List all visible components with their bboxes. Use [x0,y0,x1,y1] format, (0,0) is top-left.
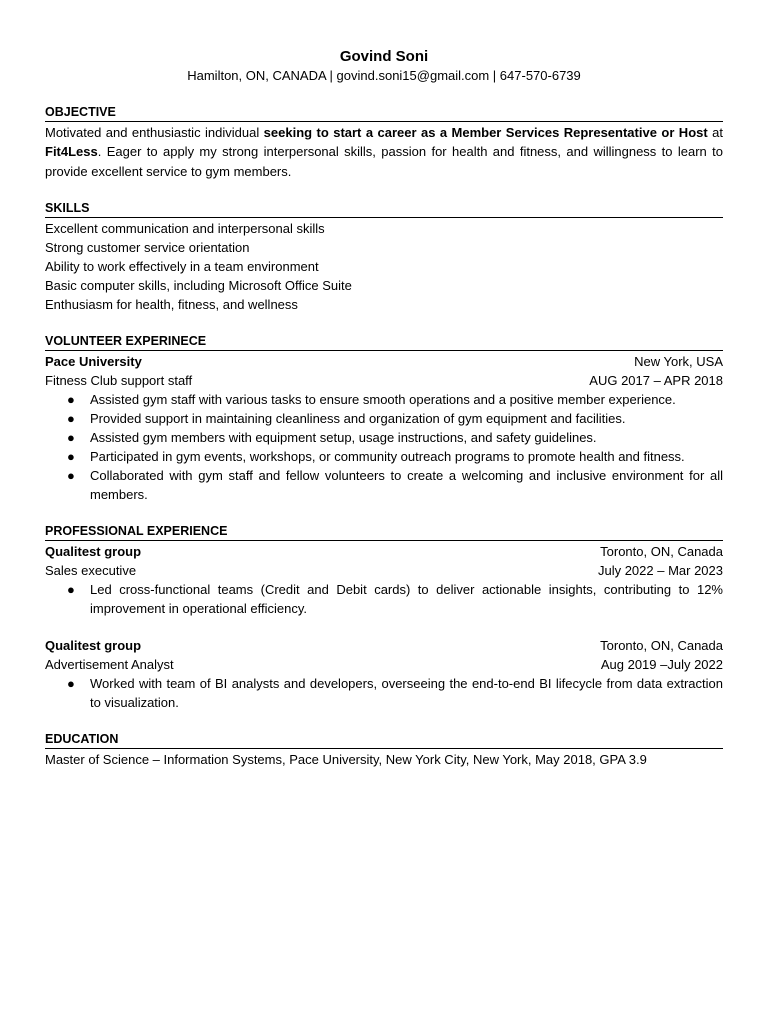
objective-heading: OBJECTIVE [45,104,723,122]
bullet-item [45,466,723,504]
skill-item: Basic computer skills, including Microsoft Office Suite [45,277,352,293]
bullet-icon: ● [67,429,75,445]
skill-item: Enthusiasm for health, fitness, and wellness [45,296,298,312]
bullet-icon: ● [67,391,75,407]
bullet-item [45,447,723,466]
objective-text-part3: . Eager to apply my strong interpersonal skills, passion for health and fitness, and willingness to learn to provide excellent service to gym members. [45,144,723,179]
volunteer-bullets [45,390,723,504]
job-entry [45,542,723,618]
bullet-icon: ● [67,410,75,426]
job-org: Qualitest group [45,543,142,559]
bullet-icon: ● [67,675,75,691]
skill-item: Strong customer service orientation [45,239,250,255]
job-role: Sales executive [45,562,137,578]
bullet-text: Led cross-functional teams (Credit and Debit cards) to deliver actionable insights, contributing to 12% improvement in operational efficiency. [90,581,723,616]
bullet-text: Assisted gym staff with various tasks to ensure smooth operations and a positive member experience. [90,391,676,407]
job-bullets [45,674,723,712]
education-heading: EDUCATION [45,731,723,749]
job-dates: July 2022 – Mar 2023 [597,562,723,578]
objective-text-part2: at [707,125,723,140]
objective-target-role: seeking to start a career as a Member Services Representative or Host [263,125,708,140]
job-location: Toronto, ON, Canada [600,543,723,559]
volunteer-org: Pace University [45,353,142,369]
bullet-item [45,580,723,618]
objective-text-part1: Motivated and enthusiastic individual [45,125,264,140]
bullet-icon: ● [67,581,75,597]
volunteer-location: New York, USA [634,353,723,369]
bullet-item [45,390,723,409]
candidate-name: Govind Soni [339,48,429,65]
resume-page [45,47,723,769]
objective-text [45,123,723,181]
job-org-row [45,636,723,655]
job-location: Toronto, ON, Canada [600,637,723,653]
job-entry [45,636,723,712]
bullet-icon: ● [67,448,75,464]
skills-heading: SKILLS [45,200,723,218]
job-org: Qualitest group [45,637,142,653]
bullet-icon: ● [67,467,75,483]
skill-item: Excellent communication and interpersonal skills [45,220,325,236]
bullet-text: Provided support in maintaining cleanliness and organization of gym equipment and facilities. [90,410,626,426]
skill-item: Ability to work effectively in a team environment [45,258,319,274]
volunteer-role: Fitness Club support staff [45,372,193,388]
volunteer-role-row [45,371,723,390]
skills-list [45,219,723,314]
job-role: Advertisement Analyst [45,656,174,672]
bullet-text: Participated in gym events, workshops, or community outreach programs to promote health and fitness. [90,448,685,464]
job-spacer [45,618,723,636]
education-entry: Master of Science – Information Systems, Pace University, New York City, New York, May 2018, GPA 3.9 [45,751,647,767]
bullet-text: Collaborated with gym staff and fellow volunteers to create a welcoming and inclusive environment for all members. [90,467,723,502]
bullet-item [45,428,723,447]
volunteer-dates: AUG 2017 – APR 2018 [589,372,723,388]
job-role-row [45,561,723,580]
professional-heading: PROFESSIONAL EXPERIENCE [45,523,723,541]
job-org-row [45,542,723,561]
volunteer-heading: VOLUNTEER EXPERINECE [45,333,723,351]
contact-line: Hamilton, ON, CANADA | govind.soni15@gmail.com | 647-570-6739 [187,68,581,83]
objective-target-company: Fit4Less [45,144,98,160]
bullet-text: Assisted gym members with equipment setup, usage instructions, and safety guidelines. [90,429,597,445]
volunteer-org-row [45,352,723,371]
job-role-row [45,655,723,674]
bullet-text: Worked with team of BI analysts and developers, overseeing the end-to-end BI lifecycle from data extraction to visualization. [90,675,723,710]
bullet-item [45,409,723,428]
bullet-item [45,674,723,712]
job-bullets [45,580,723,618]
job-dates: Aug 2019 –July 2022 [600,656,723,672]
